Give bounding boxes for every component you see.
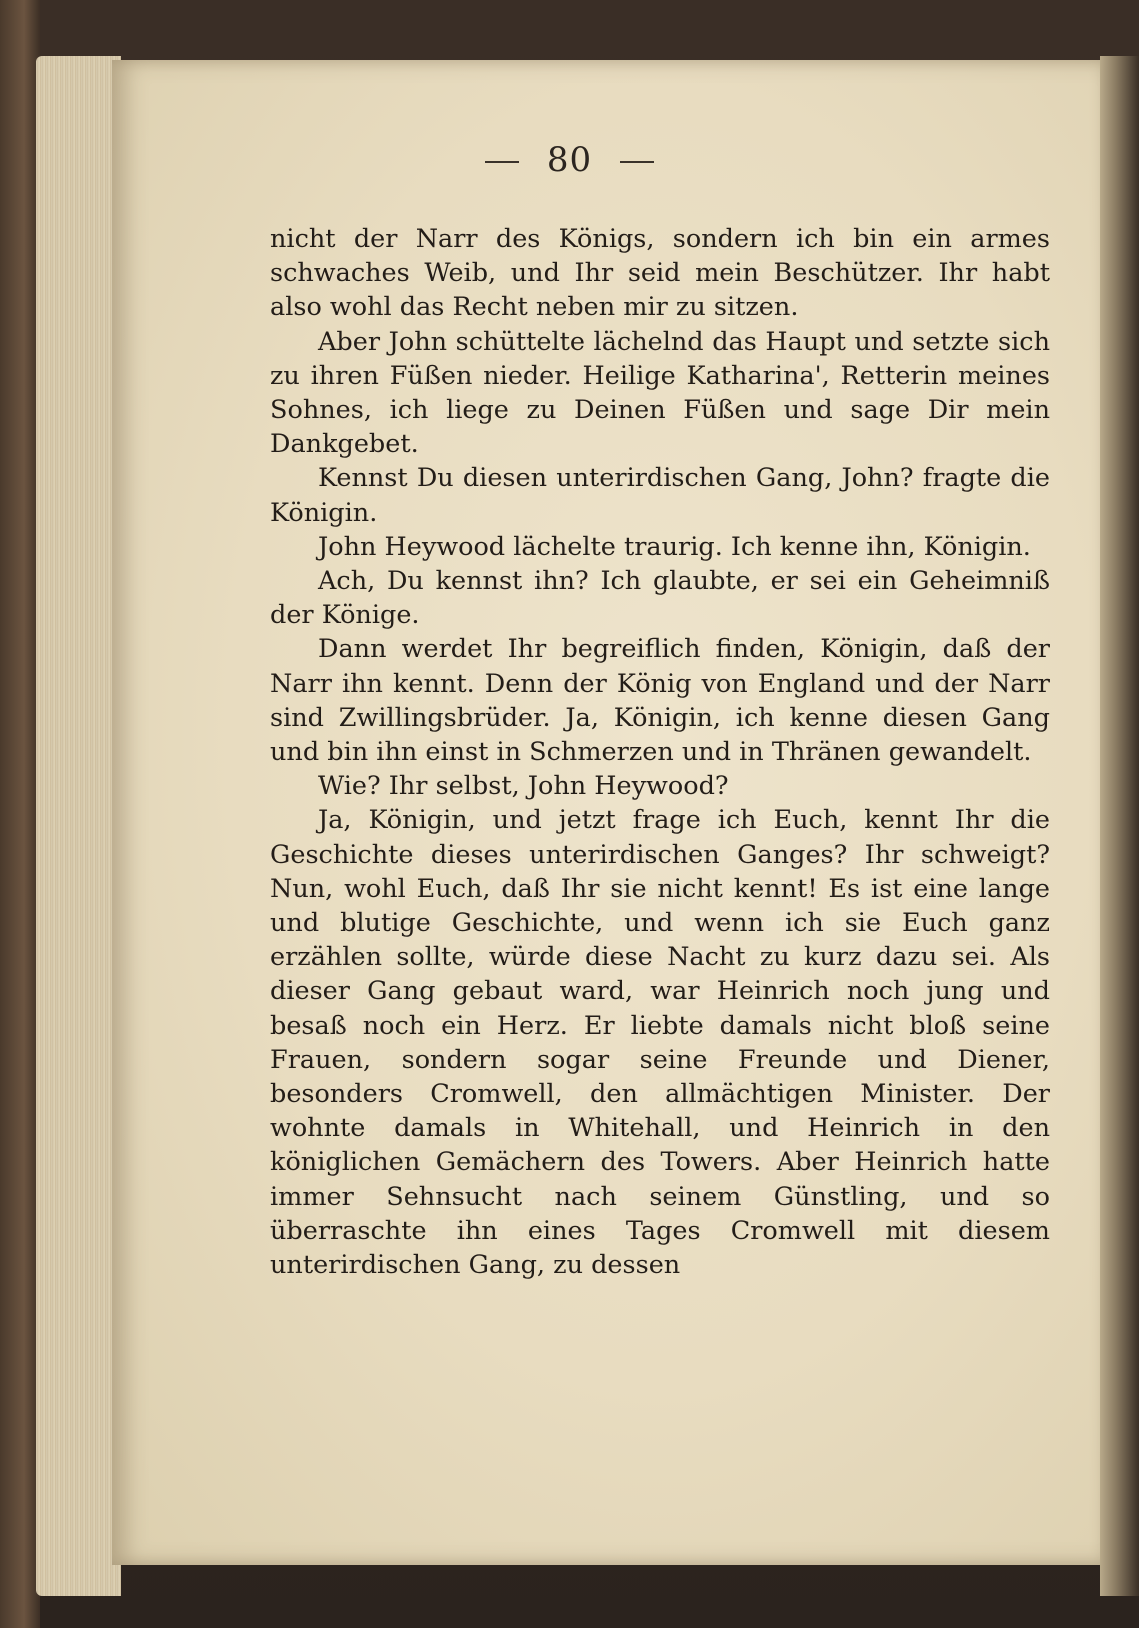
right-dash [620, 161, 654, 163]
page-right-edge [1100, 56, 1139, 1596]
book-cover-edge [0, 0, 40, 1628]
page-number: 80 [546, 140, 593, 180]
left-dash [485, 161, 519, 163]
paragraph: Kennst Du diesen unterirdischen Gang, John? fragte die Königin. [270, 463, 1050, 528]
paragraph: Dann werdet Ihr begreiflich finden, Königin, daß der Narr ihn kennt. Denn der König von England und der Narr sind Zwillingsbrüder. Ja, Königin, ich kenne diesen Gang und bin ihn einst in Schmerzen und in Thränen gewandelt. [270, 634, 1050, 768]
paragraph: Ja, Königin, und jetzt frage ich Euch, kennt Ihr die Geschichte dieses unterirdischen Ganges? Ihr schweigt? Nun, wohl Euch, daß Ihr sie nicht kennt! Es ist eine lange und blutige Geschichte, und wenn ich sie Euch ganz erzählen sollte, würde diese Nacht zu kurz dazu sei. Als dieser Gang gebaut ward, war Heinrich noch jung und besaß noch ein Herz. Er liebte damals nicht bloß seine Frauen, sondern sogar seine Freunde und Diener, besonders Cromwell, den allmächtigen Minister. Der wohnte damals in Whitehall, und Heinrich in den königlichen Gemächern des Towers. Aber Heinrich hatte immer Sehnsucht nach seinem Günstling, und so überraschte ihn eines Tages Cromwell mit diesem unterirdischen Gang, zu dessen [270, 805, 1050, 1281]
paragraph: John Heywood lächelte traurig. Ich kenne ihn, Königin. [318, 531, 1031, 562]
page-stack [36, 56, 121, 1596]
paragraph: Aber John schüttelte lächelnd das Haupt und setzte sich zu ihren Füßen nieder. Heilige Katharina', Retterin meines Sohnes, ich liege zu Deinen Füßen und sage Dir mein Dankgebet. [270, 326, 1050, 460]
page-number-header [0, 140, 1139, 180]
paragraph: Ach, Du kennst ihn? Ich glaubte, er sei ein Geheimniß der Könige. [270, 566, 1050, 631]
paragraph: Wie? Ihr selbst, John Heywood? [318, 771, 729, 802]
body-text [270, 222, 1050, 1282]
paragraph: nicht der Narr des Königs, sondern ich bin ein armes schwaches Weib, und Ihr seid mein Beschützer. Ihr habt also wohl das Recht neben mir zu sitzen. [270, 224, 1050, 323]
